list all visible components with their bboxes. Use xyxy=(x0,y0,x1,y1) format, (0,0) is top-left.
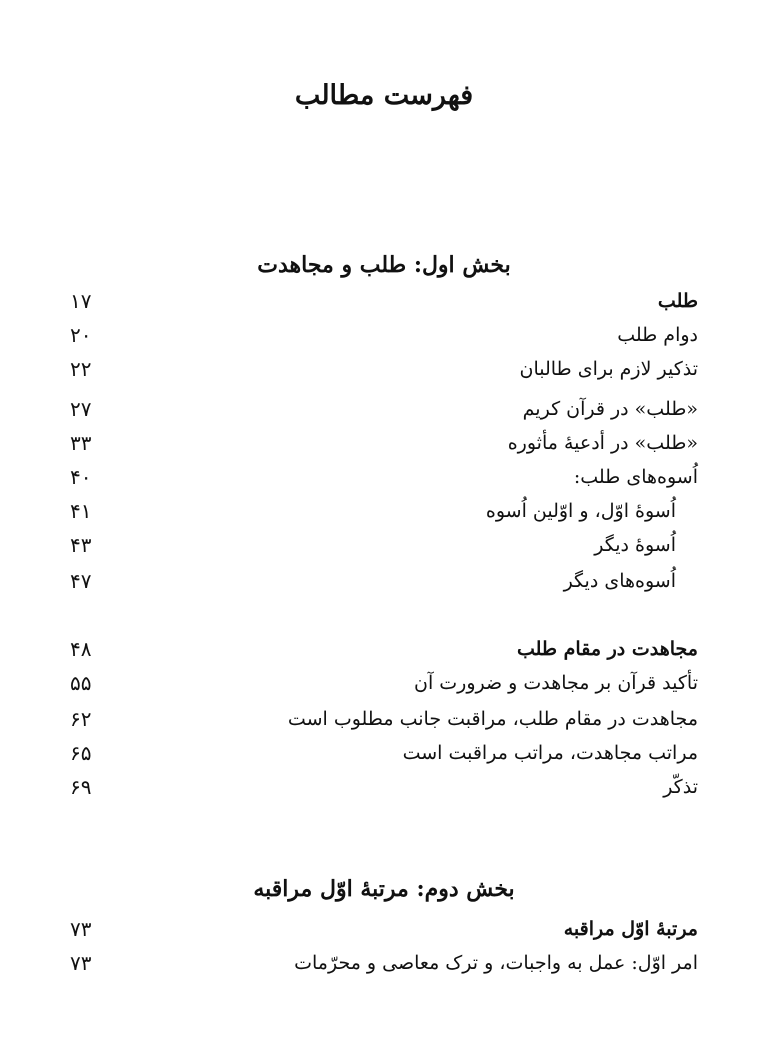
page-title: فهرست مطالب xyxy=(294,80,474,111)
toc-page-number: ۲۷ xyxy=(70,397,92,421)
toc-row[interactable] xyxy=(70,702,698,736)
toc-page-number: ۷۳ xyxy=(70,951,92,975)
toc-page-number: ۴۷ xyxy=(70,569,92,593)
toc-row[interactable] xyxy=(70,392,698,426)
toc-row[interactable] xyxy=(70,564,698,598)
toc-entry-title: اُسوه‌های طلب: xyxy=(573,466,698,488)
toc-page-number: ۶۲ xyxy=(70,707,92,731)
toc-row[interactable] xyxy=(70,352,698,386)
toc-entry-title: «طلب» در قرآن کریم xyxy=(522,398,698,420)
toc-page-number: ۲۰ xyxy=(70,323,92,347)
toc-page-number: ۴۸ xyxy=(70,637,92,661)
toc-entry-title: مجاهدت در مقام طلب xyxy=(516,638,698,660)
toc-page-number: ۱۷ xyxy=(70,289,92,313)
toc-page-number: ۶۵ xyxy=(70,741,92,765)
toc-page-number: ۳۳ xyxy=(70,431,92,455)
toc-row[interactable] xyxy=(70,632,698,666)
toc-row[interactable] xyxy=(70,318,698,352)
toc-entry-title: اُسوه‌های دیگر xyxy=(563,570,676,592)
toc-entry-title: مرتبهٔ اوّل مراقبه xyxy=(563,918,698,940)
toc-row[interactable] xyxy=(70,736,698,770)
toc-page-number: ۴۰ xyxy=(70,465,92,489)
toc-entry-title: دوام طلب xyxy=(617,324,698,346)
toc-page-number: ۴۳ xyxy=(70,533,92,557)
toc-row[interactable] xyxy=(70,666,698,700)
toc-page-number: ۴۱ xyxy=(70,499,92,523)
toc-entry-title: تأکید قرآن بر مجاهدت و ضرورت آن xyxy=(413,672,698,694)
toc-row[interactable] xyxy=(70,770,698,804)
section-heading-part2: بخش دوم: مرتبهٔ اوّل مراقبه xyxy=(253,876,515,902)
toc-entry-title: اُسوهٔ دیگر xyxy=(594,534,676,556)
toc-page-number: ۲۲ xyxy=(70,357,92,381)
toc-entry-title: اُسوهٔ اوّل، و اوّلین اُسوه xyxy=(485,500,676,522)
toc-row[interactable] xyxy=(70,284,698,318)
toc-entry-title: مراتب مجاهدت، مراتب مراقبت است xyxy=(402,742,698,764)
toc-entry-title: طلب xyxy=(657,290,698,312)
toc-page-number: ۷۳ xyxy=(70,917,92,941)
toc-entry-title: «طلب» در أدعیهٔ مأثوره xyxy=(507,432,698,454)
toc-page-number: ۵۵ xyxy=(70,671,92,695)
toc-entry-title: تذکّر xyxy=(663,776,698,798)
toc-row[interactable] xyxy=(70,528,698,562)
toc-page-number: ۶۹ xyxy=(70,775,92,799)
toc-row[interactable] xyxy=(70,946,698,980)
toc-entry-title: امر اوّل: عمل به واجبات، و ترک معاصی و محرّمات xyxy=(294,952,698,974)
toc-entry-title: مجاهدت در مقام طلب، مراقبت جانب مطلوب است xyxy=(287,708,698,730)
toc-row[interactable] xyxy=(70,494,698,528)
section-heading-part1: بخش اول: طلب و مجاهدت xyxy=(257,252,511,278)
toc-row[interactable] xyxy=(70,426,698,460)
toc-row[interactable] xyxy=(70,912,698,946)
toc-row[interactable] xyxy=(70,460,698,494)
toc-entry-title: تذکیر لازم برای طالبان xyxy=(519,358,698,380)
